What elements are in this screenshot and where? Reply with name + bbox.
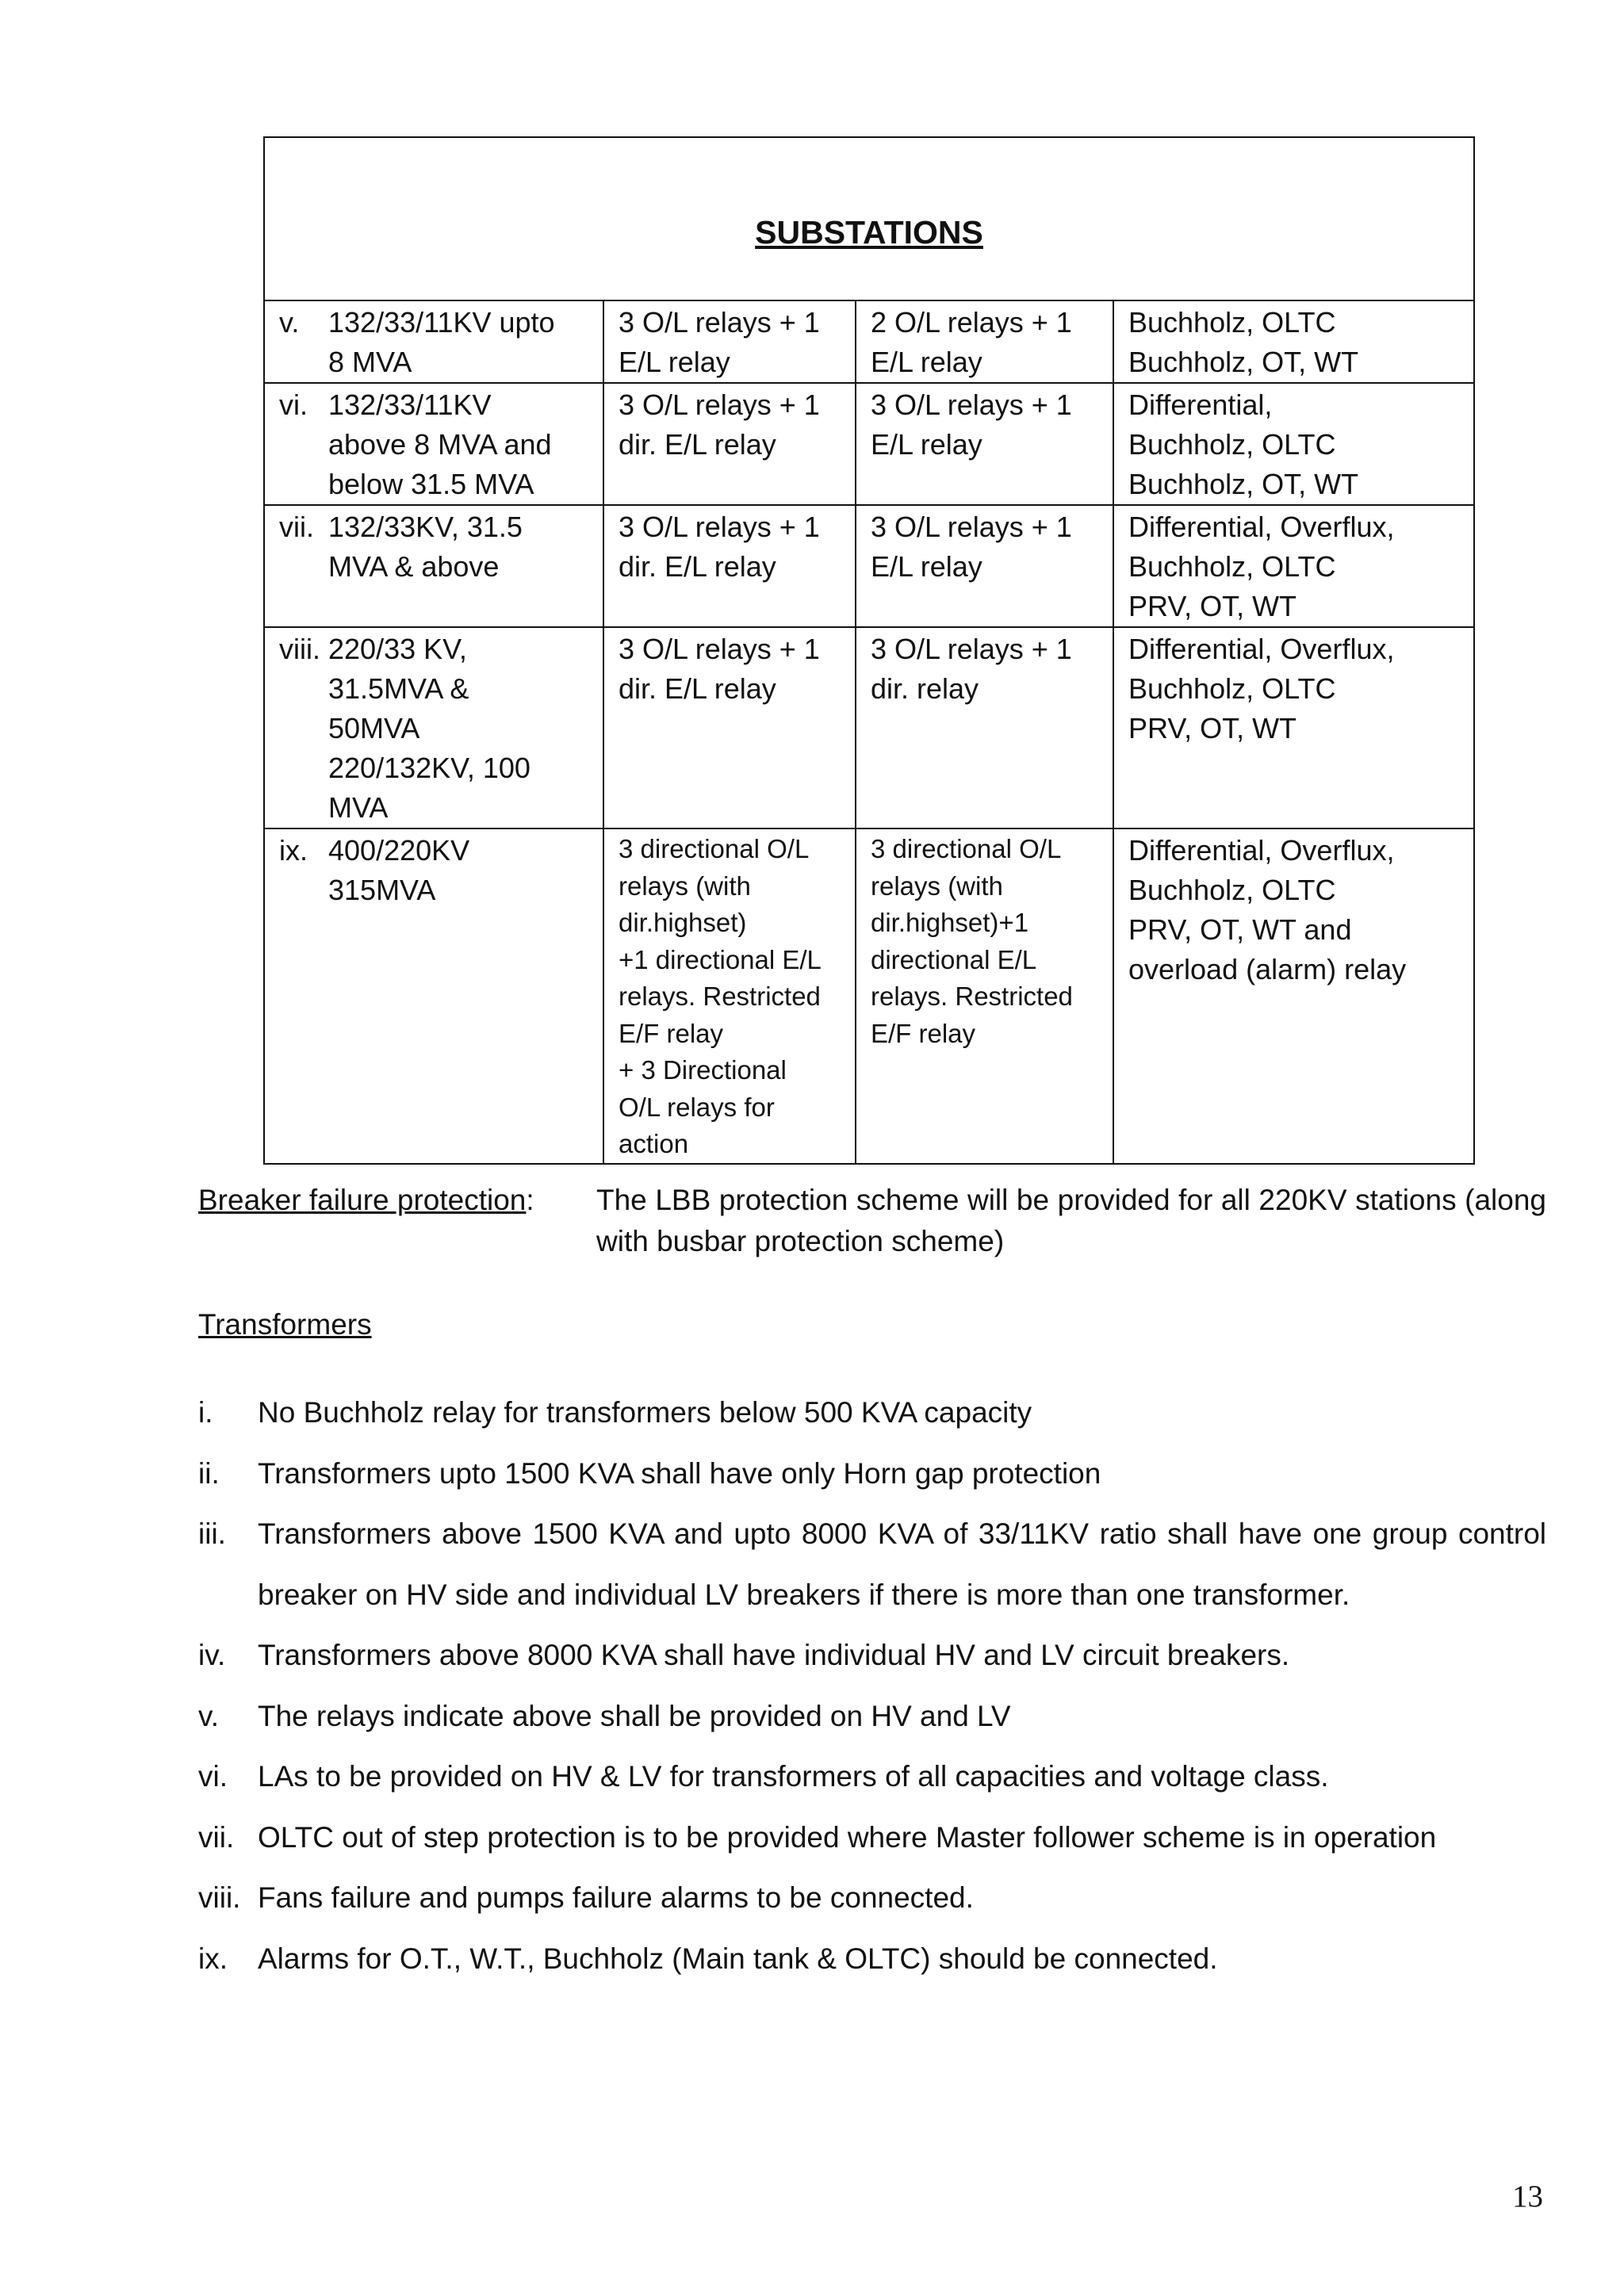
breaker-failure-label-text: Breaker failure protection [198, 1184, 527, 1216]
table-cell-voltage [264, 828, 603, 1164]
list-item [198, 1808, 1546, 1869]
row-label: 132/33KV, 31.5 MVA & above [328, 511, 523, 583]
breaker-failure-label [198, 1180, 534, 1221]
list-item [198, 1868, 1546, 1929]
list-item-text: Transformers above 1500 KVA and upto 8000 KVA of 33/11KV ratio shall have one group control breaker on HV side and individual LV breakers if there is more than one transformer. [258, 1517, 1546, 1611]
table-cell-other-protection: Differential, Buchholz, OLTC Buchholz, OT, WT [1113, 383, 1474, 505]
list-item-text: OLTC out of step protection is to be provided where Master follower scheme is in operation [258, 1820, 1437, 1854]
substations-table [263, 136, 1475, 1165]
page-number: 13 [1512, 2179, 1543, 2214]
row-number: ix. [279, 834, 308, 867]
row-number: v. [279, 306, 300, 339]
table-cell-other-protection: Differential, Overflux, Buchholz, OLTC PRV, OT, WT [1113, 627, 1474, 828]
table-row [264, 300, 1474, 383]
table-cell-voltage [264, 505, 603, 627]
list-item [198, 1625, 1546, 1686]
table-cell-lv-relays: 2 O/L relays + 1 E/L relay [856, 300, 1113, 383]
list-item [198, 1444, 1546, 1505]
row-label: 220/33 KV, 31.5MVA & 50MVA 220/132KV, 100 MVA [328, 633, 530, 824]
list-item-number: iii. [198, 1517, 226, 1550]
row-label: 132/33/11KV above 8 MVA and below 31.5 MVA [328, 388, 552, 500]
list-item-number: iv. [198, 1639, 226, 1671]
list-item-number: vi. [198, 1760, 228, 1793]
list-item-text: Transformers upto 1500 KVA shall have only Horn gap protection [258, 1456, 1101, 1490]
list-item-text: LAs to be provided on HV & LV for transformers of all capacities and voltage class. [258, 1760, 1329, 1793]
table-row [264, 383, 1474, 505]
list-item-number: i. [198, 1396, 213, 1429]
list-item [198, 1929, 1546, 1990]
label-colon: : [526, 1184, 534, 1216]
list-item-number: vii. [198, 1820, 235, 1854]
row-number: viii. [279, 633, 320, 665]
table-cell-voltage [264, 300, 603, 383]
table-cell-voltage [264, 383, 603, 505]
list-item-text: Alarms for O.T., W.T., Buchholz (Main tank & OLTC) should be connected. [258, 1942, 1218, 1975]
list-item-text: Fans failure and pumps failure alarms to be connected. [258, 1881, 974, 1914]
row-number: vii. [279, 511, 314, 543]
table-cell-hv-relays: 3 directional O/L relays (with dir.highset) +1 directional E/L relays. Restricted E/F relay + 3 Directional O/L relays for action [603, 828, 856, 1164]
table-cell-lv-relays: 3 O/L relays + 1 E/L relay [856, 383, 1113, 505]
list-item-number: ix. [198, 1942, 228, 1975]
list-item [198, 1504, 1546, 1625]
table-title: SUBSTATIONS [755, 214, 983, 251]
list-item [198, 1383, 1546, 1444]
list-item [198, 1686, 1546, 1747]
table-row [264, 505, 1474, 627]
row-label: 132/33/11KV upto 8 MVA [328, 306, 555, 378]
list-item-text: The relays indicate above shall be provided on HV and LV [258, 1699, 1011, 1732]
table-cell-hv-relays: 3 O/L relays + 1 E/L relay [603, 300, 856, 383]
table-row [264, 627, 1474, 828]
table-cell-hv-relays: 3 O/L relays + 1 dir. E/L relay [603, 505, 856, 627]
table-cell-other-protection: Differential, Overflux, Buchholz, OLTC PRV, OT, WT [1113, 505, 1474, 627]
table-cell-lv-relays: 3 O/L relays + 1 E/L relay [856, 505, 1113, 627]
list-item-text: No Buchholz relay for transformers below 500 KVA capacity [258, 1396, 1032, 1429]
table-cell-lv-relays: 3 O/L relays + 1 dir. relay [856, 627, 1113, 828]
list-item-text: Transformers above 8000 KVA shall have individual HV and LV circuit breakers. [258, 1639, 1290, 1671]
breaker-failure-text: The LBB protection scheme will be provided for all 220KV stations (along with busbar protection scheme) [596, 1184, 1546, 1257]
table-cell-other-protection: Differential, Overflux, Buchholz, OLTC PRV, OT, WT and overload (alarm) relay [1113, 828, 1474, 1164]
row-label: 400/220KV 315MVA [328, 834, 470, 906]
list-item-number: ii. [198, 1456, 220, 1490]
transformers-list [198, 1383, 1546, 1989]
table-title-cell [264, 137, 1474, 300]
table-row [264, 828, 1474, 1164]
row-number: vi. [279, 388, 308, 421]
table-cell-lv-relays: 3 directional O/L relays (with dir.highset)+1 directional E/L relays. Restricted E/F relay [856, 828, 1113, 1164]
list-item-number: viii. [198, 1881, 241, 1914]
table-cell-hv-relays: 3 O/L relays + 1 dir. E/L relay [603, 383, 856, 505]
list-item [198, 1747, 1546, 1808]
transformers-heading: Transformers [198, 1308, 372, 1341]
table-header-row [264, 137, 1474, 300]
table-cell-hv-relays: 3 O/L relays + 1 dir. E/L relay [603, 627, 856, 828]
list-item-number: v. [198, 1699, 220, 1732]
table-cell-other-protection: Buchholz, OLTC Buchholz, OT, WT [1113, 300, 1474, 383]
table-cell-voltage [264, 627, 603, 828]
